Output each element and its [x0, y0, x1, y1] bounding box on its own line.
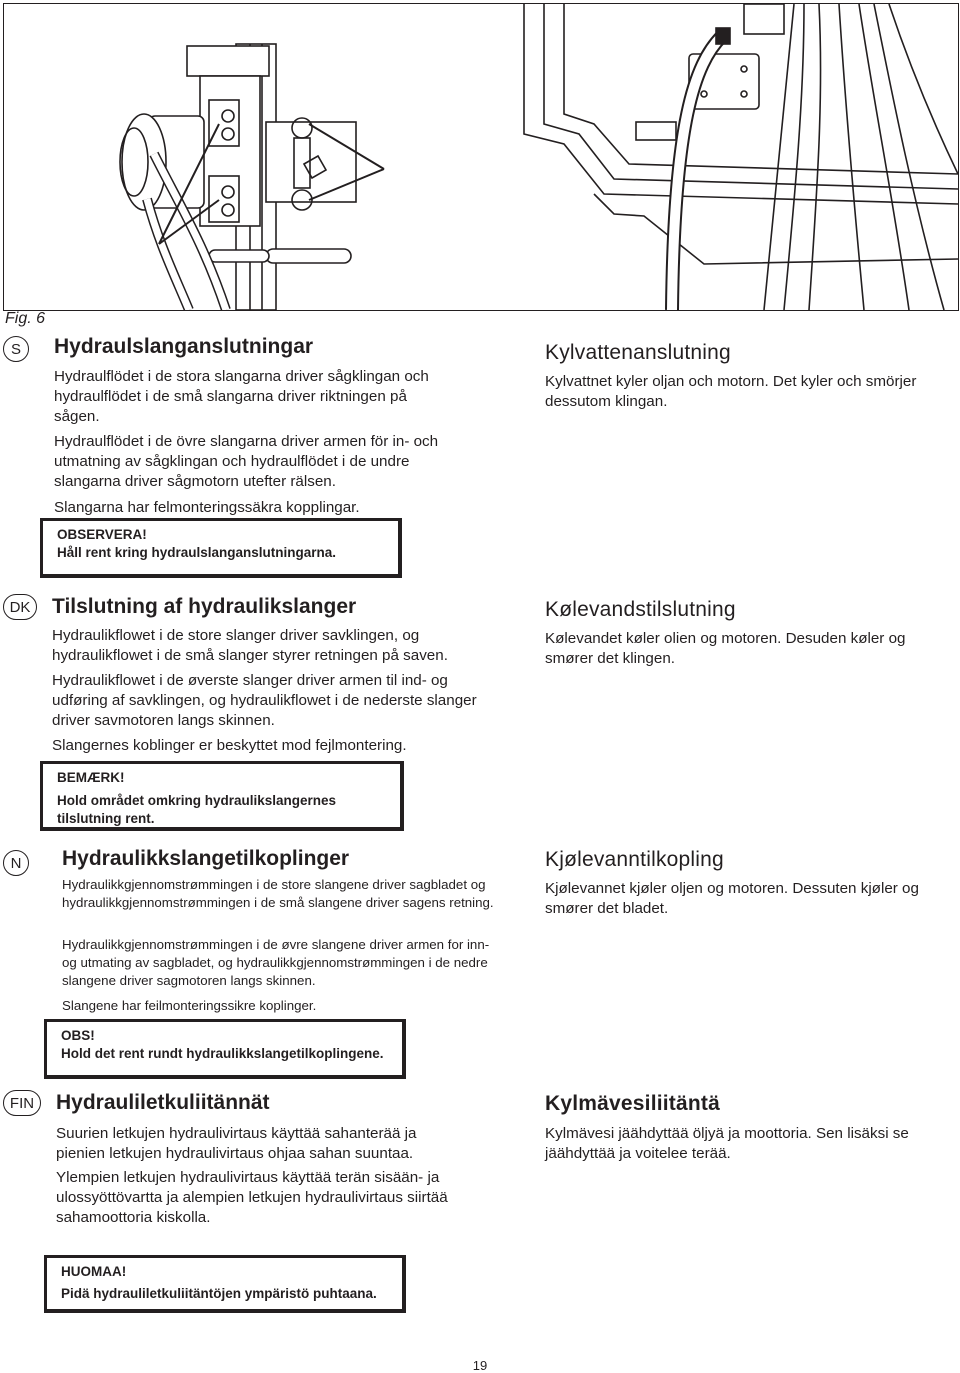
paragraph-s-1: Hydraulflödet i de stora slangarna driver sågklingan och hydraulflödet i de små slangarna driver riktningen på sågen.	[54, 368, 429, 425]
figure-caption: Fig. 6	[5, 310, 46, 327]
right-text-fin: Kylmävesi jäähdyttää öljyä ja moottoria. Sen lisäksi se jäähdyttää ja voitelee terää.	[545, 1125, 909, 1162]
note-box-fin	[44, 1255, 406, 1313]
language-marker-s: S	[3, 336, 29, 362]
paragraph-s-3: Slangarna har felmonteringssäkra kopplingar.	[54, 499, 360, 516]
paragraph-n-1: Hydraulikkgjennomstrømmingen i de store slangene driver sagbladet og hydraulikkgjennomstrømmingen i de små slangene driver sagens retning.	[62, 877, 494, 910]
paragraph-dk-2: Hydraulikflowet i de øverste slanger driver armen til ind- og udføring af savklingen, og hydraulikflowet i de nederste slanger driver savmotoren langs skinnen.	[52, 672, 477, 729]
right-title-fin: Kylmävesiliitäntä	[545, 1092, 720, 1115]
note-box-dk	[40, 761, 404, 831]
note-label-n: OBS!	[61, 1028, 95, 1043]
language-marker-fin: FIN	[3, 1090, 41, 1116]
note-label-fin: HUOMAA!	[61, 1264, 127, 1279]
note-text-s: Håll rent kring hydraulslanganslutningarna.	[57, 545, 337, 560]
paragraph-fin-2: Ylempien letkujen hydraulivirtaus käyttää terän sisään- ja ulossyöttövartta ja alempien letkujen hydraulivirtaus siirtää sahamoottoria kiskolla.	[56, 1169, 448, 1226]
section-title-dk: Tilslutning af hydraulikslanger	[52, 595, 357, 618]
paragraph-n-3: Slangene har feilmonteringssikre koplinger.	[62, 998, 317, 1013]
right-title-s: Kylvattenanslutning	[545, 341, 731, 364]
language-marker-n: N	[3, 850, 29, 876]
note-box-n	[44, 1019, 406, 1079]
section-title-s: Hydraulslanganslutningar	[54, 335, 314, 358]
right-text-n: Kjølevannet kjøler oljen og motoren. Dessuten kjøler og smører det bladet.	[545, 880, 919, 917]
right-title-dk: Kølevandstilslutning	[545, 598, 736, 621]
paragraph-s-2: Hydraulflödet i de övre slangarna driver armen för in- och utmatning av sågklingan och hydraulflödet i de undre slangarna driver sågmotorn utefter rälsen.	[54, 433, 439, 490]
paragraph-n-2: Hydraulikkgjennomstrømmingen i de øvre slangene driver armen for inn- og utmating av sagbladet, og hydraulikkgjennomstrømmingen i de nedre slangene driver sagmotoren langs skinnen.	[62, 937, 490, 988]
section-title-fin: Hydrauliletkuliitännät	[56, 1091, 270, 1114]
section-title-n: Hydraulikkslangetilkoplinger	[62, 847, 350, 870]
note-box-s	[40, 518, 402, 578]
note-text-fin: Pidä hydrauliletkuliitäntöjen ympäristö puhtaana.	[61, 1286, 377, 1301]
paragraph-fin-1: Suurien letkujen hydraulivirtaus käyttää sahanterää ja pienien letkujen hydraulivirtaus ohjaa sahan suuntaa.	[56, 1125, 417, 1162]
right-text-s: Kylvattnet kyler oljan och motorn. Det kyler och smörjer dessutom klingan.	[545, 373, 917, 410]
page-number: 19	[472, 1358, 488, 1373]
note-text-dk: Hold området omkring hydraulikslangernes tilslutning rent.	[57, 793, 337, 826]
note-label-dk: BEMÆRK!	[57, 770, 125, 785]
hydraulic-saw-drawing	[4, 4, 958, 310]
paragraph-dk-3: Slangernes koblinger er beskyttet mod fejlmontering.	[52, 737, 407, 754]
paragraph-dk-1: Hydraulikflowet i de store slanger driver savklingen, og hydraulikflowet i de små slanger styrer retningen på saven.	[52, 627, 448, 664]
right-title-n: Kjølevanntilkopling	[545, 848, 724, 871]
note-text-n: Hold det rent rundt hydraulikkslangetilkoplingene.	[61, 1046, 384, 1061]
language-marker-dk: DK	[3, 594, 37, 620]
figure-6-illustration	[3, 3, 959, 311]
right-text-dk: Kølevandet køler olien og motoren. Desuden køler og smører det klingen.	[545, 630, 906, 667]
note-label-s: OBSERVERA!	[57, 527, 147, 542]
